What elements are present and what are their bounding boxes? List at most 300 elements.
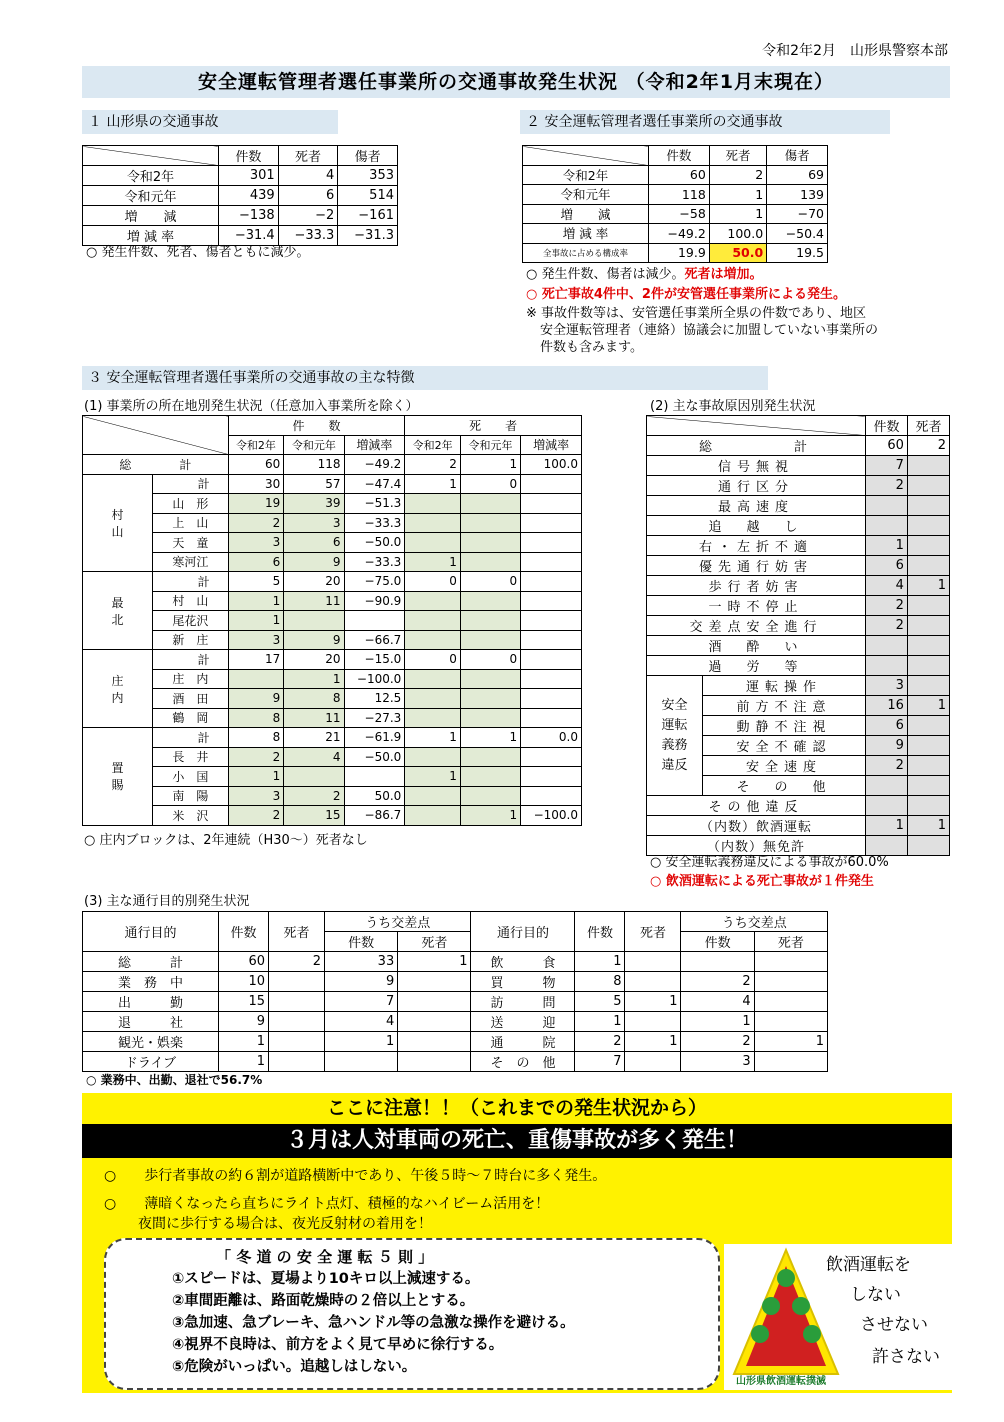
sec2-note3b: 安全運転管理者（連絡）協議会に加盟していない事業所の (540, 323, 879, 338)
table-row (83, 591, 582, 611)
cell: 4 (325, 1012, 398, 1032)
table-row (83, 611, 582, 631)
logo-line1: 飲酒運転を (826, 1255, 911, 1275)
table-cell: 1 (709, 204, 766, 224)
table-row (647, 516, 950, 536)
table-cell: 増 減 (83, 206, 219, 226)
cell (907, 656, 949, 676)
cell (521, 494, 582, 514)
table-row (83, 650, 582, 670)
table-cell: 総 計 (83, 455, 229, 475)
cell (521, 552, 582, 572)
row-label: 前方不注意 (703, 696, 866, 716)
cell (269, 972, 325, 992)
table-cell: 傷者 (767, 146, 828, 166)
cell (907, 616, 949, 636)
row-label: 上 山 (153, 513, 229, 533)
table-row (647, 656, 950, 676)
table-cell: 死者 (398, 932, 471, 952)
tip-pedestrian: ○ 歩行者事故の約６割が道路横断中であり、午後５時～７時台に多く発生。 (104, 1168, 607, 1184)
tip-reflector: 夜間に歩行する場合は、夜光反射材の着用を！ (138, 1216, 432, 1232)
cell (625, 1012, 681, 1032)
cell (460, 747, 520, 767)
cell: 1 (575, 1012, 625, 1032)
row-label: 尾花沢 (153, 611, 229, 631)
table-row (647, 676, 950, 696)
row-label: 追 越 し (647, 516, 866, 536)
cell (269, 1052, 325, 1072)
cell (625, 972, 681, 992)
table-cell: 死者 (709, 146, 766, 166)
table-row (83, 166, 398, 186)
cell (460, 591, 520, 611)
cell: 12.5 (344, 689, 405, 709)
block-name: 村 山 (83, 474, 153, 572)
cell (521, 650, 582, 670)
cell: 30 (228, 474, 284, 494)
table-cell: 2 (405, 455, 461, 475)
cell: 3 (865, 676, 907, 696)
cell: 20 (284, 572, 344, 592)
table-cell: 死者 (907, 416, 949, 436)
row-label: 計 (153, 474, 229, 494)
cell (865, 656, 907, 676)
row-label: 右・左折不適 (647, 536, 866, 556)
table-cell: 通行目的 (83, 912, 219, 952)
rule-item: ③急加速、急ブレーキ、急ハンドル等の急激な操作を避ける。 (172, 1315, 575, 1331)
cell (460, 552, 520, 572)
cell (521, 767, 582, 787)
table-cell: 60 (228, 455, 284, 475)
cell: 4 (865, 576, 907, 596)
row-label: 業 務 中 (83, 972, 219, 992)
cell: 0 (405, 572, 461, 592)
cell: 1 (405, 728, 461, 748)
cell (521, 591, 582, 611)
row-label: 一時不停止 (647, 596, 866, 616)
rule-item: ④視界不良時は、前方をよく見て早めに徐行する。 (172, 1337, 504, 1353)
cell (907, 676, 949, 696)
cell: 11 (284, 591, 344, 611)
cell: 1 (907, 696, 949, 716)
table-cell: 傷者 (338, 146, 398, 166)
logo-line3: させない (860, 1315, 928, 1335)
table-cell (83, 416, 229, 455)
cell: 1 (219, 1052, 269, 1072)
cell: 4 (284, 747, 344, 767)
table-cell: 353 (338, 166, 398, 186)
cell (398, 1052, 471, 1072)
table-cell: −49.2 (344, 455, 405, 475)
table-cell (647, 416, 866, 436)
cell: 2 (865, 596, 907, 616)
table-cell: 1 (460, 455, 520, 475)
table-row (647, 616, 950, 636)
table-row (647, 596, 950, 616)
t32-note2: ○ 飲酒運転による死亡事故が１件発生 (650, 874, 874, 889)
cell (907, 756, 949, 776)
cell: 1 (405, 552, 461, 572)
table-cell: 死者 (625, 912, 681, 952)
cell (284, 767, 344, 787)
cell (907, 776, 949, 796)
table-cell: −50.4 (767, 224, 828, 244)
t31-heading: (1) 事業所の所在地別発生状況（任意加入事業所を除く） (84, 399, 419, 414)
cell (907, 456, 949, 476)
cell: 1 (228, 767, 284, 787)
cell: 3 (228, 533, 284, 553)
cell: 8 (228, 728, 284, 748)
cell: 1 (219, 1032, 269, 1052)
cell: 1 (405, 767, 461, 787)
table-row (83, 912, 828, 932)
table-cell: −31.3 (338, 226, 398, 246)
row-label: 南 陽 (153, 786, 229, 806)
table-row (83, 630, 582, 650)
cell (460, 689, 520, 709)
table-row (647, 416, 950, 436)
cell: −66.7 (344, 630, 405, 650)
cell (460, 533, 520, 553)
cell: 10 (219, 972, 269, 992)
table-row (523, 243, 828, 263)
sec2-note3c: 件数も含みます。 (540, 340, 643, 355)
table-row (83, 226, 398, 246)
cell: 0 (460, 474, 520, 494)
cell (460, 630, 520, 650)
table-row (83, 513, 582, 533)
table-cell: 令和元年 (523, 185, 649, 205)
cell: 8 (284, 689, 344, 709)
table-cell: −31.4 (219, 226, 279, 246)
table-row (83, 494, 582, 514)
cell: 1 (228, 591, 284, 611)
cell: 2 (284, 786, 344, 806)
row-label: その他違反 (647, 796, 866, 816)
cell: 4 (681, 992, 754, 1012)
cell: 1 (865, 816, 907, 836)
row-label: 優先通行妨害 (647, 556, 866, 576)
cell (405, 747, 461, 767)
cell (521, 474, 582, 494)
cell: 57 (284, 474, 344, 494)
cell: 2 (575, 1032, 625, 1052)
cell (398, 1012, 471, 1032)
cell (521, 630, 582, 650)
table-cell: 6 (278, 186, 338, 206)
cell (907, 796, 949, 816)
cell: −86.7 (344, 806, 405, 826)
cell (460, 767, 520, 787)
cell: 2 (269, 952, 325, 972)
cell: 0 (460, 572, 520, 592)
table-cell: 死者 (278, 146, 338, 166)
cell: 1 (325, 1032, 398, 1052)
table-row (523, 204, 828, 224)
row-label: 酒 酔 い (647, 636, 866, 656)
cell: 2 (865, 616, 907, 636)
cell: −61.9 (344, 728, 405, 748)
cell: −75.0 (344, 572, 405, 592)
table-cell: 件 数 (228, 416, 405, 436)
table-cell: 439 (219, 186, 279, 206)
row-label: 最高速度 (647, 496, 866, 516)
table-cell: 令和2年 (228, 435, 284, 455)
cell: 16 (865, 696, 907, 716)
cell: 9 (228, 689, 284, 709)
row-label: 総 計 (83, 952, 219, 972)
cell (460, 669, 520, 689)
cell (405, 630, 461, 650)
row-label: そ の 他 (703, 776, 866, 796)
logo-caption: 山形県飲酒運転撲滅 (736, 1376, 826, 1387)
cell (754, 1012, 827, 1032)
table-row (83, 747, 582, 767)
row-label: 買 物 (471, 972, 575, 992)
cell (405, 533, 461, 553)
row-label: 通行区分 (647, 476, 866, 496)
rule-item: ②車間距離は、路面乾燥時の２倍以上とする。 (172, 1293, 475, 1309)
table-cell: 件数 (219, 146, 279, 166)
table-cell: −161 (338, 206, 398, 226)
cell: 2 (681, 972, 754, 992)
cell: 2 (228, 513, 284, 533)
table-cell: 件数 (649, 146, 710, 166)
table-row (523, 146, 828, 166)
cell: 6 (284, 533, 344, 553)
cell: 6 (865, 556, 907, 576)
table-cell: うち交差点 (325, 912, 471, 932)
row-label: ドライブ (83, 1052, 219, 1072)
cell (325, 1052, 398, 1072)
cell: 1 (907, 816, 949, 836)
row-label: 村 山 (153, 591, 229, 611)
table-row (83, 806, 582, 826)
table-cell: 件数 (575, 912, 625, 952)
table-row (83, 533, 582, 553)
cell (907, 496, 949, 516)
cell: 9 (219, 1012, 269, 1032)
table-cell (83, 146, 219, 166)
cell (625, 952, 681, 972)
table-row (647, 556, 950, 576)
cell (865, 636, 907, 656)
table-cell (523, 146, 649, 166)
cell: 1 (681, 1012, 754, 1032)
table-row (647, 796, 950, 816)
table-cell: 令和元年 (83, 186, 219, 206)
cell (907, 516, 949, 536)
t32-note1: ○ 安全運転義務違反による事故が60.0% (650, 855, 889, 870)
cell (460, 708, 520, 728)
cause-table (646, 415, 950, 856)
cell: −47.4 (344, 474, 405, 494)
cell (907, 536, 949, 556)
cell (754, 992, 827, 1012)
table-cell: 令和2年 (405, 435, 461, 455)
cell: −27.3 (344, 708, 405, 728)
row-label: 鶴 岡 (153, 708, 229, 728)
cell (269, 992, 325, 1012)
table-cell: 100.0 (521, 455, 582, 475)
cell (907, 556, 949, 576)
cell: 2 (228, 747, 284, 767)
table-row (83, 1052, 828, 1072)
cell (269, 1032, 325, 1052)
table-row (647, 836, 950, 856)
row-label: 過 労 等 (647, 656, 866, 676)
cell: 1 (398, 952, 471, 972)
block-name: 最 北 (83, 572, 153, 650)
cell: 2 (865, 756, 907, 776)
table-row (83, 952, 828, 972)
cell (865, 496, 907, 516)
row-label: 計 (153, 572, 229, 592)
cell (344, 767, 405, 787)
t31-note: ○ 庄内ブロックは、2年連続（H30～）死者なし (84, 833, 368, 848)
table-row (83, 972, 828, 992)
t32-heading: (2) 主な事故原因別発生状況 (650, 399, 816, 414)
group-label: 安全 運転 義務 違反 (647, 676, 703, 796)
table-row (83, 786, 582, 806)
cell: 1 (625, 1032, 681, 1052)
cell: 1 (625, 992, 681, 1012)
table-row (647, 496, 950, 516)
table-row (523, 185, 828, 205)
cell (521, 708, 582, 728)
winter-rules-box (104, 1238, 720, 1390)
cell: 11 (284, 708, 344, 728)
rule-item: ①スピードは、夏場より10キロ以上減速する。 (172, 1271, 480, 1287)
cell: 1 (460, 806, 520, 826)
cell (405, 689, 461, 709)
logo-line4: 許さない (872, 1347, 940, 1367)
t33-note: ○ 業務中、出勤、退社で56.7% (86, 1073, 263, 1087)
location-table (82, 415, 582, 826)
cell: 1 (907, 576, 949, 596)
cell (907, 636, 949, 656)
table-cell: −33.3 (278, 226, 338, 246)
cell: 8 (228, 708, 284, 728)
table-cell: 令和2年 (523, 165, 649, 185)
table-cell: 増減率 (344, 435, 405, 455)
page-title: 安全運転管理者選任事業所の交通事故発生状況 （令和2年1月末現在） (82, 66, 950, 98)
cell: 1 (754, 1032, 827, 1052)
row-label: （内数）飲酒運転 (647, 816, 866, 836)
cell: 15 (219, 992, 269, 1012)
row-label: （内数）無免許 (647, 836, 866, 856)
cell: 60 (865, 436, 907, 456)
row-label: 米 沢 (153, 806, 229, 826)
cell (398, 992, 471, 1012)
cell (460, 513, 520, 533)
table-row (647, 816, 950, 836)
cell: −33.3 (344, 513, 405, 533)
cell (405, 786, 461, 806)
cell (521, 669, 582, 689)
cell (754, 952, 827, 972)
cell (625, 1052, 681, 1072)
row-label: 交差点安全進行 (647, 616, 866, 636)
row-label: 訪 問 (471, 992, 575, 1012)
cell: 5 (575, 992, 625, 1012)
sec2-table (522, 145, 828, 263)
row-label: 酒 田 (153, 689, 229, 709)
cell: 7 (865, 456, 907, 476)
cell: 9 (865, 736, 907, 756)
table-cell: 増 減 (523, 204, 649, 224)
cell (521, 689, 582, 709)
cell: 19 (228, 494, 284, 514)
table-row (647, 636, 950, 656)
cell (405, 494, 461, 514)
table-cell: 19.5 (767, 243, 828, 263)
cell (460, 786, 520, 806)
table-cell: −49.2 (649, 224, 710, 244)
table-cell: −58 (649, 204, 710, 224)
cell (865, 836, 907, 856)
cell (907, 716, 949, 736)
row-label: 出 勤 (83, 992, 219, 1012)
row-label: 寒河江 (153, 552, 229, 572)
table-row (83, 186, 398, 206)
purpose-table (82, 911, 828, 1072)
cell: 1 (228, 611, 284, 631)
cell: 9 (284, 552, 344, 572)
cell (754, 1052, 827, 1072)
cell: 9 (284, 630, 344, 650)
sec1-table (82, 145, 398, 246)
table-cell: 増 減 率 (523, 224, 649, 244)
row-label: そ の 他 (471, 1052, 575, 1072)
cell: 2 (865, 476, 907, 496)
row-label: 長 井 (153, 747, 229, 767)
row-label: 飲 食 (471, 952, 575, 972)
cell: −90.9 (344, 591, 405, 611)
cell (521, 533, 582, 553)
table-row (83, 992, 828, 1012)
date-org: 令和2年2月 山形県警察本部 (762, 43, 948, 59)
row-label: 観光・娯楽 (83, 1032, 219, 1052)
row-label: 天 童 (153, 533, 229, 553)
row-label: 新 庄 (153, 630, 229, 650)
cell: −100.0 (344, 669, 405, 689)
table-row (647, 536, 950, 556)
table-cell: 件数 (681, 932, 754, 952)
table-cell: 4 (278, 166, 338, 186)
rules-title: 「 冬 道 の 安 全 運 転 ５ 則 」 (216, 1248, 434, 1266)
table-row (523, 165, 828, 185)
table-row (523, 224, 828, 244)
sec2-note3: ※ 事故件数等は、安管選任事業所全県の件数であり、地区 (526, 306, 867, 321)
cell (460, 611, 520, 631)
row-label: 運転操作 (703, 676, 866, 696)
row-label: 小 国 (153, 767, 229, 787)
cell (405, 708, 461, 728)
tip-light: ○ 薄暗くなったら直ちにライト点灯、積極的なハイビーム活用を！ (104, 1196, 550, 1212)
table-cell: 令和元年 (460, 435, 520, 455)
table-cell: 増減率 (521, 435, 582, 455)
cell: 50.0 (344, 786, 405, 806)
cell (269, 1012, 325, 1032)
table-cell: うち交差点 (681, 912, 828, 932)
table-cell: 118 (649, 185, 710, 205)
cell (865, 796, 907, 816)
cell: −50.0 (344, 533, 405, 553)
table-cell: 増 減 率 (83, 226, 219, 246)
cell (405, 806, 461, 826)
table-cell: 118 (284, 455, 344, 475)
